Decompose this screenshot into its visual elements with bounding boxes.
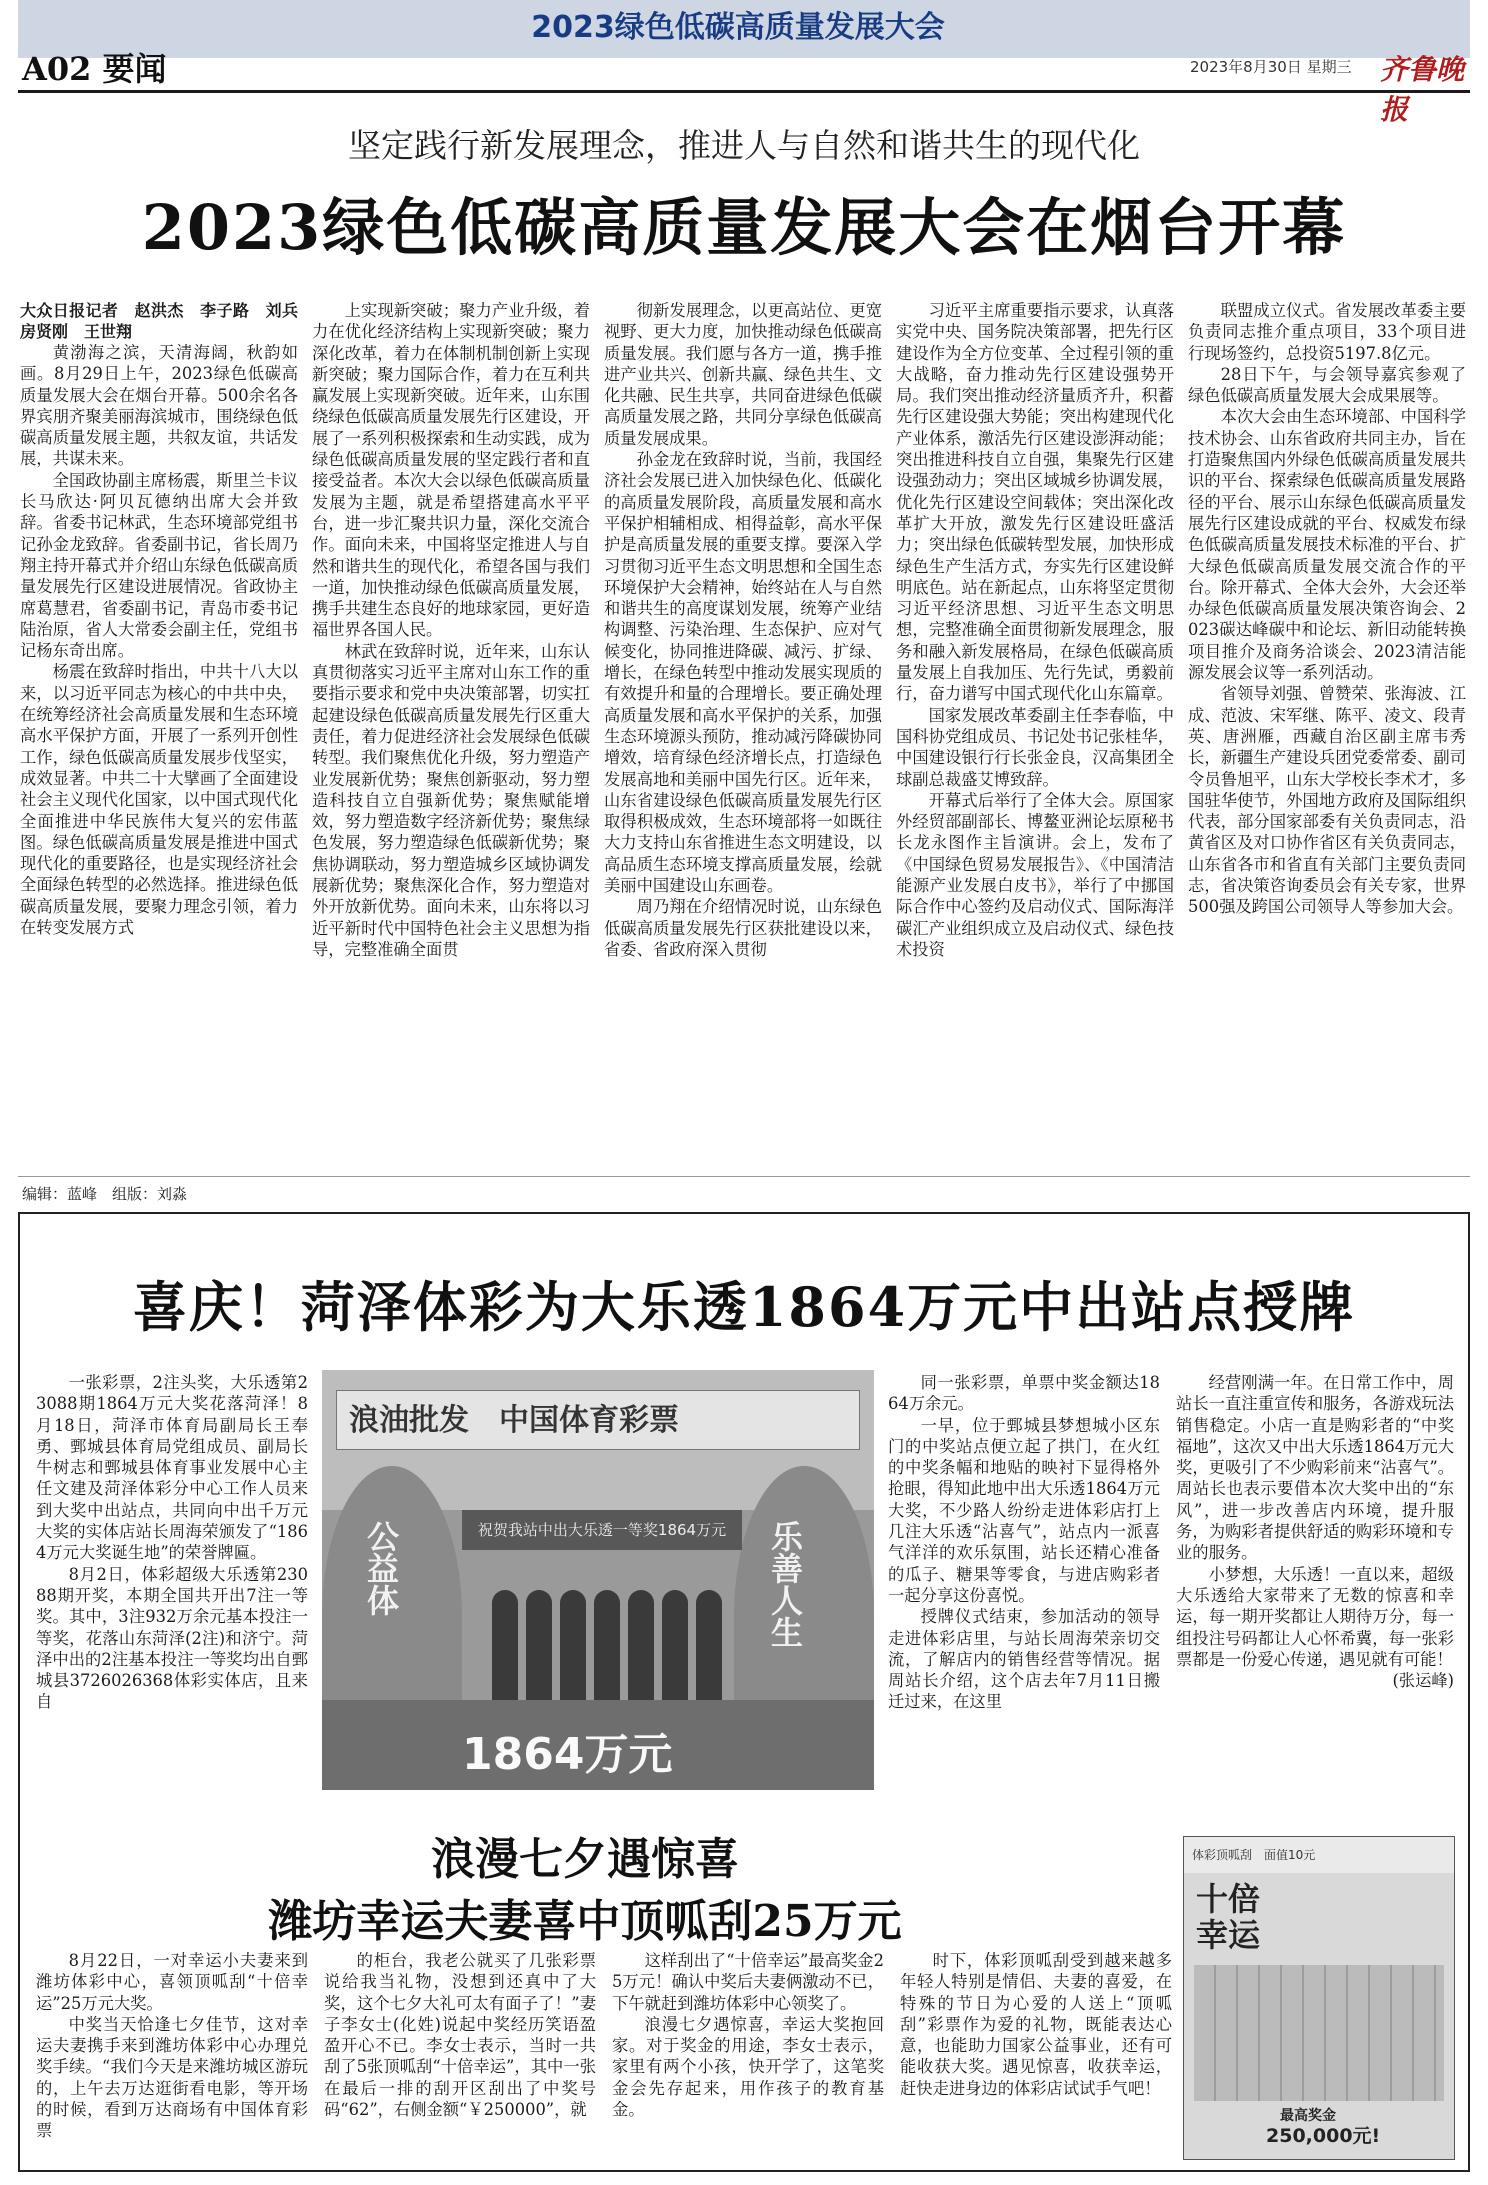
page-section-label: A02 要闻 bbox=[22, 50, 167, 88]
header-rule bbox=[18, 90, 1470, 93]
editor-credit: 编辑：蓝峰 组版：刘淼 bbox=[22, 1185, 188, 1203]
main-article-column-5 bbox=[1188, 300, 1466, 918]
paragraph: 省领导刘强、曾赞荣、张海波、江成、范波、宋军继、陈平、凌文、段青英、唐洲雁，西藏自治区副主席韦秀长，新疆生产建设兵团党委常委、副司令员鲁旭平，山东大学校长李术才，多国驻华使节，外国地方政府及国际组织代表，部分国家部委有关负责同志，沿黄省区及对口协作省区有关负责同志，山东省各市和省直有关部门主要负责同志，省决策咨询委员会有关专家，世界500强及跨国公司领导人等参加大会。 bbox=[1188, 684, 1466, 917]
scratch-ticket-image bbox=[1183, 1836, 1455, 2160]
paragraph: 28日下午，与会领导嘉宾参观了绿色低碳高质量发展大会成果展等。 bbox=[1188, 364, 1466, 406]
issue-date: 2023年8月30日 星期三 bbox=[1190, 58, 1352, 76]
paragraph: 彻新发展理念，以更高站位、更宽视野、更大力度，加快推动绿色低碳高质量发展。我们愿与各方一道，携手推进产业共兴、创新共赢、绿色共生、文化共融、民生共享，共同奋进绿色低碳高质量发展之路，共同分享绿色低碳高质量发展成果。 bbox=[604, 301, 882, 448]
qixi-headline-line-2: 潍坊幸运夫妻喜中顶呱刮25万元 bbox=[268, 1896, 902, 1947]
ticket-scratch-area bbox=[1194, 1965, 1444, 2101]
paragraph: 上实现新突破；聚力产业升级，着力在优化经济结构上实现新突破；聚力深化改革，着力在体制机制创新上实现新突破；聚力国际合作，着力在互利共赢发展上实现新突破。近年来，山东围绕绿色低碳高质量发展先行区建设，开展了一系列积极探索和生动实践，成为绿色低碳高质量发展的坚定践行者和直接受益者。本次大会以绿色低碳高质量发展为主题，就是希望搭建高水平平台，进一步汇聚共识力量，深化交流合作。面向未来，中国将坚定推进人与自然和谐共生的现代化，希望各国与我们一道，加快推动绿色低碳高质量发展，携手共建生态良好的地球家园，更好造福世界各国人民。 bbox=[312, 301, 590, 640]
paragraph: 孙金龙在致辞时说，当前，我国经济社会发展已进入加快绿色化、低碳化的高质量发展阶段，高质量发展和高水平保护相辅相成、相得益彰，高水平保护是高质量发展的重要支撑。要深入学习贯彻习近平生态文明思想和全国生态环境保护大会精神，始终站在人与自然和谐共生的高度谋划发展，统筹产业结构调整、污染治理、生态保护、应对气候变化，协同推进降碳、减污、扩绿、增长，在绿色转型中推动发展实现质的有效提升和量的合理增长。要正确处理高质量发展和高水平保护的关系，加强生态环境源头预防，推动减污降碳协同增效，培育绿色经济增长点，打造绿色发展高地和美丽中国先行区。近年来，山东省建设绿色低碳高质量发展先行区取得积极成效，生态环境部将一如既往大力支持山东省推进生态文明建设，以高品质生态环境支撑高质量发展，绘就美丽中国建设山东画卷。 bbox=[604, 450, 882, 896]
ticket-prize-label: 最高奖金 bbox=[1280, 2108, 1336, 2124]
paragraph: 开幕式后举行了全体大会。原国家外经贸部副部长、博鳌亚洲论坛原秘书长龙永图作主旨演讲。会上，发布了《中国绿色贸易发展报告》、《中国清洁能源产业发展白皮书》，举行了中挪国际合作中心签约及启动仪式、国际海洋碳汇产业组织成立及启动仪式、绿色技术投资 bbox=[896, 790, 1174, 959]
lottery-headline: 喜庆！菏泽体彩为大乐透1864万元中出站点授牌 bbox=[132, 1275, 1356, 1339]
paragraph: 小梦想，大乐透！一直以来，超级大乐透给大家带来了无数的惊喜和幸运，每一期开奖都让人期待万分，每一组投注号码都让人心怀希冀，每一张彩票都是一份爱心传递，遇见就有可能！ bbox=[1176, 1564, 1454, 1669]
main-article-column-3 bbox=[604, 300, 882, 960]
main-subheadline: 坚定践行新发展理念，推进人与自然和谐共生的现代化 bbox=[348, 126, 1140, 165]
main-article-column-2 bbox=[312, 300, 590, 960]
lottery-column-1 bbox=[36, 1372, 308, 1713]
photo-prize-number: 1864万元 bbox=[462, 1729, 673, 1780]
paragraph: 周乃翔在介绍情况时说，山东绿色低碳高质量发展先行区获批建设以来，省委、省政府深入贯彻 bbox=[604, 897, 882, 959]
main-article-column-4 bbox=[896, 300, 1174, 960]
qixi-column-1 bbox=[36, 1950, 308, 2142]
paragraph: 时下，体彩顶呱刮受到越来越多年轻人特别是情侣、夫妻的喜爱，在特殊的节日为心爱的人送上“顶呱刮”彩票作为爱的礼物，既能表达心意，也能助力国家公益事业，还有可能收获大奖。遇见惊喜，收获幸运，赶快走进身边的体彩店试试手气吧！ bbox=[900, 1951, 1172, 2098]
paragraph: 浪漫七夕遇惊喜，幸运大奖抱回家。对于奖金的用途，李女士表示，家里有两个小孩，快开学了，这笔奖金会先存起来，用作孩子的教育基金。 bbox=[612, 2014, 884, 2120]
paragraph: 8月2日，体彩超级大乐透第23088期开奖，本期全国共开出7注一等奖。其中，3注932万余元基本投注一等奖，花落山东菏泽(2注)和济宁。菏泽中出的2注基本投注一等奖均出自鄄城县3726026368体彩实体店，且来自 bbox=[36, 1564, 308, 1712]
paragraph: 本次大会由生态环境部、中国科学技术协会、山东省政府共同主办，旨在打造聚焦国内外绿色低碳高质量发展共识的平台、探索绿色低碳高质量发展路径的平台、展示山东绿色低碳高质量发展先行区建设成就的平台、权威发布绿色低碳高质量发展技术标准的平台、扩大绿色低碳高质量发展交流合作的平台。除开幕式、全体大会外，大会还举办绿色低碳高质量发展决策咨询会、2023碳达峰碳中和论坛、新旧动能转换项目推介及商务洽谈会、2023清洁能源发展会议等一系列活动。 bbox=[1188, 407, 1466, 683]
paragraph: 的柜台，我老公就买了几张彩票说给我当礼物，没想到还真中了大奖，这个七夕大礼可太有面子了！”妻子李女士(化姓)说起中奖经历笑语盈盈开心不已。李女士表示，当时一共刮了5张顶呱刮“十倍幸运”，其中一张在最后一排的刮开区刮出了中奖号码“62”，右侧金额“￥250000”，就 bbox=[324, 1951, 596, 2120]
paragraph: 这样刮出了“十倍幸运”最高奖金25万元！确认中奖后夫妻俩激动不已，下午就赶到潍坊体彩中心领奖了。 bbox=[612, 1951, 884, 2013]
paragraph: 一张彩票，2注头奖，大乐透第23088期1864万元大奖花落菏泽！8月18日，菏泽市体育局副局长王奉勇、鄄城县体育局党组成员、副局长牛树志和鄄城县体育事业发展中心主任文建及菏泽体彩分中心工作人员来到大奖中出站点，共同向中出千万元大奖的实体店站长周海荣颁发了“1864万元大奖诞生地”的荣誉牌匾。 bbox=[36, 1373, 308, 1563]
paragraph: 全国政协副主席杨震，斯里兰卡议长马欣达·阿贝瓦德纳出席大会并致辞。省委书记林武，生态环境部党组书记孙金龙致辞。省委副书记，省长周乃翔主持开幕式并介绍山东绿色低碳高质量发展先行区建设进展情况。省政协主席葛慧君，省委副书记，青岛市委书记陆治原，省人大常委会副主任，党组书记杨东奇出席。 bbox=[20, 470, 298, 661]
qixi-column-2 bbox=[324, 1950, 596, 2120]
paragraph: 黄渤海之滨，天清海阔，秋韵如画。8月29日上午，2023绿色低碳高质量发展大会在烟台开幕。500余名各界宾朋齐聚美丽海滨城市，围绕绿色低碳高质量发展主题，共叙友谊，共话发展，共谋未来。 bbox=[20, 343, 298, 469]
paragraph: 授牌仪式结束，参加活动的领导走进体彩店里，与站长周海荣亲切交流，了解店内的销售经营等情况。据周站长介绍，这个店去年7月11日搬迁过来，在这里 bbox=[888, 1607, 1160, 1712]
lottery-column-2 bbox=[888, 1372, 1160, 1713]
paragraph: 中奖当天恰逢七夕佳节，这对幸运夫妻携手来到潍坊体彩中心办理兑奖手续。“我们今天是来潍坊城区游玩的，上午去万达逛街看电影，等开场的时候，看到万达商场有中国体育彩票 bbox=[36, 2014, 308, 2141]
newspaper-logo: 齐鲁晚报 bbox=[1380, 53, 1465, 126]
page-header bbox=[18, 0, 1470, 126]
main-article-column-1 bbox=[20, 300, 315, 938]
author-signature: (张运峰) bbox=[1392, 1671, 1454, 1691]
award-ceremony-photo bbox=[322, 1370, 874, 1790]
paragraph: 习近平主席重要指示要求，认真落实党中央、国务院决策部署，把先行区建设作为全方位变革、全过程引领的重大战略，奋力推动先行区建设强势开局。我们突出推动经济量质齐升，积蓄先行区建设强大势能；突出构建现代化产业体系，激活先行区建设澎湃动能；突出推进科技自立自强，集聚先行区建设强劲动力；突出区域城乡协调发展，优化先行区建设空间载体；突出深化改革扩大开放，激发先行区建设旺盛活力；突出绿色低碳转型发展，加快形成绿色生产生活方式，夯实先行区建设鲜明底色。站在新起点，山东将坚定贯彻习近平经济思想、习近平生态文明思想，完整准确全面贯彻新发展理念，服务和融入新发展格局，在绿色低碳高质量发展上自我加压、先行先试，勇毅前行，奋力谱写中国式现代化山东篇章。 bbox=[896, 301, 1174, 704]
photo-banner: 祝贺我站中出大乐透一等奖1864万元 bbox=[462, 1510, 742, 1550]
ticket-top-prize: 250,000元! bbox=[1266, 2125, 1381, 2147]
paragraph: 8月22日，一对幸运小夫妻来到潍坊体彩中心，喜领顶呱刮“十倍幸运”25万元大奖。 bbox=[36, 1951, 308, 2013]
ticket-game-name: 十倍幸运 bbox=[1196, 1880, 1261, 1954]
paragraph: 一早，位于鄄城县梦想城小区东门的中奖站点便立起了拱门，在火红的中奖条幅和地贴的映衬下显得格外抢眼，得知此地中出大乐透1864万元大奖，不少路人纷纷走进体彩店打上几注大乐透“沾喜气”，站点内一派喜气洋洋的欢乐氛围，站长还精心准备的瓜子、糖果等零食，与进店购彩者一起分享这份喜悦。 bbox=[888, 1415, 1160, 1605]
paragraph: 同一张彩票，单票中奖金额达1864万余元。 bbox=[888, 1373, 1160, 1414]
lottery-column-3 bbox=[1176, 1372, 1454, 1691]
byline: 大众日报记者 赵洪杰 李子路 刘兵 房贤刚 王世翔 bbox=[20, 301, 315, 341]
paragraph: 杨震在致辞时指出，中共十八大以来，以习近平同志为核心的中共中央，在统筹经济社会高质量发展和生态环境高水平保护方面，开展了一系列开创性工作，绿色低碳高质量发展步伐坚实，成效显著。中共二十大擘画了全面建设社会主义现代化国家，以中国式现代化全面推进中华民族伟大复兴的宏伟蓝图。绿色低碳高质量发展是推进中国式现代化的重要路径，也是实现经济社会全面绿色转型的必然选择。推进绿色低碳高质量发展，要聚力理念引领，着力在转变发展方式 bbox=[20, 662, 298, 938]
header-banner: 2023绿色低碳高质量发展大会 bbox=[531, 10, 945, 45]
paragraph: 国家发展改革委副主任李春临，中国科协党组成员、书记处书记张桂华，中国建设银行行长张金良，汉高集团全球副总裁盛艾博致辞。 bbox=[896, 705, 1174, 789]
qixi-headline-line-1: 浪漫七夕遇惊喜 bbox=[431, 1834, 739, 1885]
photo-left-column-text: 公益体 bbox=[362, 1520, 400, 1616]
qixi-column-3 bbox=[612, 1950, 884, 2120]
photo-right-column-text: 乐善人生 bbox=[766, 1520, 804, 1648]
paragraph: 联盟成立仪式。省发展改革委主要负责同志推介重点项目，33个项目进行现场签约，总投资5197.8亿元。 bbox=[1188, 301, 1466, 363]
qixi-column-4 bbox=[900, 1950, 1172, 2099]
ticket-header: 体彩顶呱刮 面值10元 bbox=[1184, 1837, 1454, 1873]
paragraph: 经营刚满一年。在日常工作中，周站长一直注重宣传和服务，各游戏玩法销售稳定。小店一直是购彩者的“中奖福地”，这次又中出大乐透1864万元大奖，更吸引了不少购彩前来“沾喜气”。周站长也表示要借本次大奖中出的“东风”，进一步改善店内环境，提升服务，为购彩者提供舒适的购彩环境和专业的服务。 bbox=[1176, 1373, 1454, 1563]
photo-storefront-sign: 浪油批发 中国体育彩票 bbox=[336, 1390, 860, 1450]
main-headline: 2023绿色低碳高质量发展大会在烟台开幕 bbox=[141, 191, 1347, 264]
paragraph: 林武在致辞时说，近年来，山东认真贯彻落实习近平主席对山东工作的重要指示要求和党中央决策部署，切实扛起建设绿色低碳高质量发展先行区重大责任，着力促进经济社会发展绿色低碳转型。我们聚焦优化升级，努力塑造产业发展新优势；聚焦创新驱动，努力塑造科技自立自强新优势；聚焦赋能增效，努力塑造数字经济新优势；聚焦绿色发展，努力塑造绿色低碳新优势；聚焦协调联动，努力塑造城乡区域协调发展新优势；聚焦深化合作，努力塑造对外开放新优势。面向未来，山东将以习近平新时代中国特色社会主义思想为指导，完整准确全面贯 bbox=[312, 641, 590, 959]
section-divider bbox=[18, 1176, 1470, 1177]
